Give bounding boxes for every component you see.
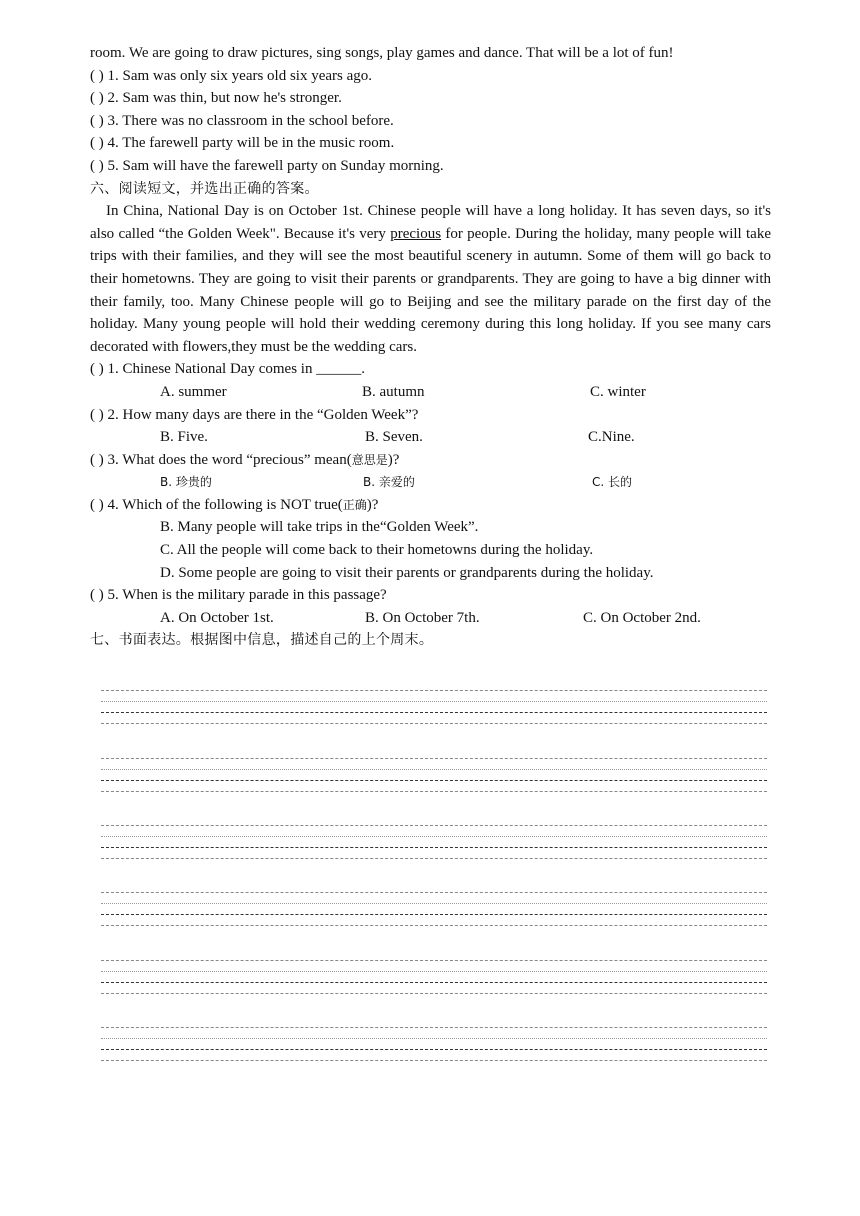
writing-line (101, 791, 767, 792)
reading-passage: In China, National Day is on October 1st. Chinese people will have a long holiday. It has seven days, so it's also called “the Golden Week". Because it's very precious for people. During the holiday, many people will take trips with their families, and they will see the most beautiful scenery in autumn. Some of them will go back to their hometowns. They are going to visit their parents or grandparents. They are going to have a big dinner with their family, too. Many Chinese people will go to Beijing and see the military parade on the first day of the holiday. Many young people will hold their wedding ceremony during this long holiday. If you see many cars decorated with flowers,they must be the wedding cars. (90, 203, 771, 355)
tf-item-5: ( ) 5. Sam will have the farewell party on Sunday morning. (90, 157, 444, 174)
question-2: ( ) 2. How many days are there in the “Golden Week”? (90, 406, 419, 423)
option-a: B. 珍贵的 (160, 475, 212, 490)
writing-line (101, 982, 767, 983)
writing-line (101, 858, 767, 859)
section-6-heading: 六、阅读短文，并选出正确的答案。 (90, 180, 319, 197)
question-4-option-d: D. Some people are going to visit their parents or grandparents during the holiday. (160, 564, 654, 581)
option-a: A. summer (160, 383, 227, 400)
question-3: ( ) 3. What does the word “precious” mean(意思是)? (90, 451, 400, 468)
worksheet-page (90, 42, 771, 652)
writing-line (101, 903, 767, 904)
writing-line (101, 960, 767, 961)
tf-item-4: ( ) 4. The farewell party will be in the music room. (90, 135, 395, 152)
writing-line (101, 701, 767, 702)
writing-line (101, 723, 767, 724)
passage-continuation: room. We are going to draw pictures, sing songs, play games and dance. That will be a lot of fun! (90, 45, 674, 61)
writing-line (101, 769, 767, 770)
option-c: C. 长的 (592, 475, 633, 490)
question-5-options (90, 607, 771, 630)
question-4-option-b: B. Many people will take trips in the“Golden Week”. (160, 519, 479, 536)
question-1: ( ) 1. Chinese National Day comes in ______. (90, 361, 365, 378)
writing-line (101, 925, 767, 926)
question-4-option-c: C. All the people will come back to their hometowns during the holiday. (160, 542, 594, 559)
writing-line (101, 993, 767, 994)
writing-line (101, 847, 767, 848)
question-5: ( ) 5. When is the military parade in this passage? (90, 587, 387, 604)
option-c: C. winter (590, 383, 646, 400)
tf-item-1: ( ) 1. Sam was only six years old six years ago. (90, 67, 373, 84)
underlined-word: precious (390, 225, 442, 242)
tf-item-3: ( ) 3. There was no classroom in the school before. (90, 112, 394, 129)
writing-line (101, 1049, 767, 1050)
writing-line (101, 914, 767, 915)
option-b: B. 亲爱的 (363, 475, 415, 490)
writing-line (101, 825, 767, 826)
question-2-options (90, 426, 771, 449)
writing-line (101, 1027, 767, 1028)
writing-line (101, 712, 767, 713)
writing-line (101, 836, 767, 837)
option-a: B. Five. (160, 429, 208, 446)
writing-line (101, 892, 767, 893)
section-7-heading: 七、书面表达。根据图中信息，描述自己的上个周末。 (90, 632, 434, 649)
option-b: B. autumn (362, 383, 425, 400)
writing-line (101, 780, 767, 781)
option-b: B. Seven. (365, 429, 423, 446)
option-b: B. On October 7th. (365, 609, 480, 626)
question-4: ( ) 4. Which of the following is NOT true(正确)? (90, 496, 379, 513)
tf-item-2: ( ) 2. Sam was thin, but now he's stronger. (90, 90, 342, 107)
question-1-options (90, 381, 771, 404)
writing-line (101, 1060, 767, 1061)
option-a: A. On October 1st. (160, 609, 274, 626)
writing-line (101, 758, 767, 759)
writing-line (101, 1038, 767, 1039)
option-c: C. On October 2nd. (583, 609, 701, 626)
writing-line (101, 971, 767, 972)
option-c: C.Nine. (588, 429, 635, 446)
question-3-options (90, 471, 771, 494)
writing-line (101, 690, 767, 691)
